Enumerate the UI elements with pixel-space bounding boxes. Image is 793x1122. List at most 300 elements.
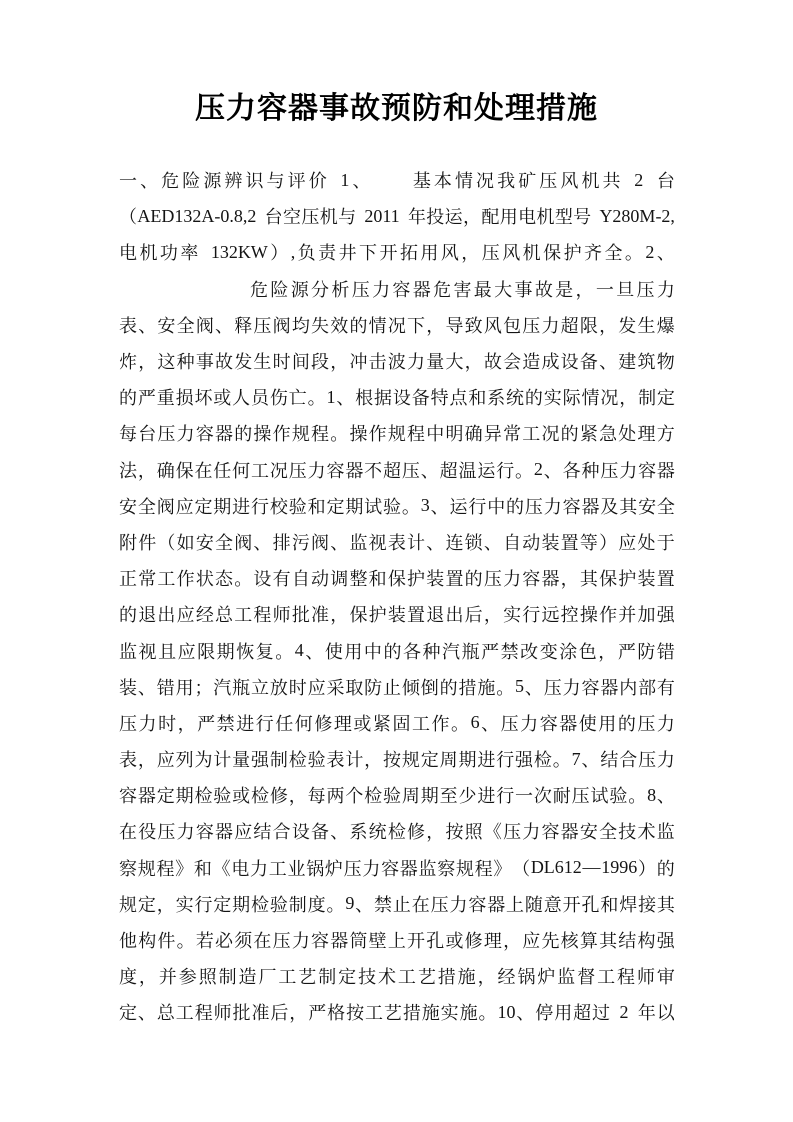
text-run: 明 — [445, 424, 464, 445]
text-run: 有 — [656, 677, 675, 698]
text-run: 压 — [301, 207, 320, 228]
text-run: 定 — [338, 967, 357, 988]
text-run: 容 — [326, 460, 345, 481]
text-run: 限 — [579, 315, 598, 336]
text-line — [119, 958, 675, 994]
text-run: 应 — [618, 532, 637, 553]
text-run: 瓶 — [461, 641, 480, 662]
text-run: 容 — [119, 786, 137, 807]
text-run: 、 — [543, 460, 562, 481]
text-run: 行 — [522, 605, 541, 626]
text-run: 与 — [266, 171, 285, 192]
text-run: （ — [157, 532, 176, 553]
text-run: 阀 — [272, 315, 291, 336]
text-run: ， — [560, 569, 579, 590]
text-run: 严 — [197, 713, 216, 734]
text-run: 。 — [478, 1003, 497, 1024]
text-run: 工 — [157, 569, 176, 590]
text-run: 程 — [407, 424, 426, 445]
text-run: 固 — [392, 713, 411, 734]
text-run: 与 — [338, 207, 357, 228]
text-run: 异 — [483, 424, 502, 445]
text-run: 电 — [518, 207, 537, 228]
text-run: 时 — [288, 677, 307, 698]
text-run: ） — [599, 532, 618, 553]
text-run: 保 — [175, 460, 194, 481]
text-run: 在 — [119, 822, 137, 843]
text-run: 后 — [270, 1003, 289, 1024]
text-run: 进 — [232, 496, 251, 517]
text-run: 工 — [268, 858, 287, 879]
text-run: 程 — [156, 858, 175, 879]
text-run: 的 — [656, 858, 675, 879]
text-run: 用 — [499, 207, 518, 228]
text-run: 禁 — [216, 713, 235, 734]
text-run: 采 — [326, 677, 345, 698]
text-run: 应 — [522, 931, 541, 952]
text-run: 修 — [314, 713, 333, 734]
text-run: 器 — [600, 677, 619, 698]
text-run: 定 — [326, 496, 345, 517]
text-run: ， — [156, 894, 175, 915]
text-run: 器 — [215, 822, 234, 843]
text-run: 定 — [119, 1003, 137, 1024]
text-run: 作 — [272, 424, 291, 445]
text-run: 析 — [331, 279, 350, 300]
text-run: 种 — [176, 352, 195, 373]
text-run: 超 — [383, 460, 402, 481]
text-run: 色 — [578, 641, 597, 662]
text-run: 术 — [377, 967, 396, 988]
text-run: , — [290, 241, 296, 262]
text-run: 按 — [383, 750, 402, 771]
text-run: 部 — [638, 677, 657, 698]
text-run: 压 — [401, 460, 420, 481]
text-run: 实 — [543, 388, 562, 409]
text-run: 2 — [634, 169, 644, 190]
text-run: 连 — [445, 532, 464, 553]
text-run: 设 — [560, 352, 579, 373]
text-run: 装 — [637, 569, 656, 590]
text-run: 以 — [656, 1003, 675, 1024]
text-run: 、 — [352, 171, 371, 192]
text-run: 压 — [636, 279, 655, 300]
text-run: 焊 — [619, 894, 638, 915]
text-run: 措 — [402, 1003, 421, 1024]
text-run: 视 — [138, 641, 157, 662]
text-line — [119, 886, 675, 922]
text-run: 中 — [426, 424, 445, 445]
text-run: 台 — [264, 207, 283, 228]
text-run: 应 — [234, 822, 253, 843]
text-run: 有 — [272, 569, 291, 590]
text-run: AED132A-0.8,2 — [137, 205, 257, 226]
text-run: ） — [637, 858, 656, 879]
text-run: 施 — [477, 677, 496, 698]
text-run: 控 — [560, 605, 579, 626]
text-run: 一 — [595, 279, 614, 300]
text-run: 意 — [543, 894, 562, 915]
text-run: 辨 — [224, 171, 243, 192]
text-run: 阀 — [156, 496, 175, 517]
text-run: 制 — [638, 388, 657, 409]
text-run: 、 — [215, 315, 234, 336]
text-run: 器 — [581, 496, 600, 517]
text-run: 汽 — [213, 677, 232, 698]
text-line — [119, 813, 675, 849]
text-run: 间 — [291, 352, 310, 373]
text-run: 规 — [137, 858, 156, 879]
text-run: 度 — [119, 967, 137, 988]
text-line — [119, 741, 675, 777]
text-run: 检 — [533, 750, 552, 771]
text-run: 事 — [514, 279, 533, 300]
text-run: 的 — [349, 315, 368, 336]
text-run: 少 — [458, 786, 477, 807]
text-run: 施 — [457, 967, 476, 988]
text-run: 器 — [560, 822, 579, 843]
text-run: 重 — [156, 388, 175, 409]
text-line — [119, 596, 675, 632]
text-run: 艺 — [417, 967, 436, 988]
text-run: 的 — [383, 641, 402, 662]
text-run: 实 — [503, 605, 522, 626]
text-run: 役 — [138, 822, 157, 843]
text-run: 和 — [600, 894, 619, 915]
text-run: 炸 — [119, 352, 137, 373]
text-run: 2 — [619, 1001, 629, 1022]
text-run: 发 — [618, 315, 637, 336]
text-run: 分 — [311, 279, 330, 300]
text-run: 施 — [421, 1003, 440, 1024]
text-run: 我 — [497, 171, 516, 192]
text-run: 大 — [445, 352, 464, 373]
text-line — [119, 271, 675, 307]
text-run: 风 — [502, 243, 521, 264]
text-run: 器 — [541, 569, 560, 590]
text-run: 用 — [598, 713, 617, 734]
text-run: ， — [177, 713, 196, 734]
text-run: 远 — [541, 605, 560, 626]
text-run: 紧 — [579, 424, 598, 445]
text-run: ， — [289, 1003, 308, 1024]
text-run: 锅 — [306, 858, 325, 879]
text-run: 致 — [464, 315, 483, 336]
text-run: 全 — [604, 243, 623, 264]
text-run: 电 — [119, 243, 137, 264]
text-run: 容 — [541, 822, 560, 843]
text-run: 理 — [333, 713, 352, 734]
text-run: 况 — [600, 388, 619, 409]
text-run: 时 — [272, 352, 291, 373]
text-run: 容 — [522, 569, 541, 590]
text-run: 功 — [159, 243, 178, 264]
text-run: 造 — [522, 352, 541, 373]
text-run: 建 — [618, 352, 637, 373]
text-run: 施 — [459, 1003, 478, 1024]
text-line — [119, 162, 675, 198]
text-run: 压 — [503, 822, 522, 843]
text-run: 、 — [516, 1003, 535, 1024]
text-run: 锅 — [517, 967, 536, 988]
text-run: 防 — [637, 641, 656, 662]
text-run: 期 — [175, 786, 194, 807]
text-run: 上 — [387, 931, 406, 952]
text-run: 置 — [560, 532, 579, 553]
text-run: 技 — [358, 967, 377, 988]
text-run: 督 — [577, 967, 596, 988]
text-run: 电 — [231, 858, 250, 879]
text-run: 业 — [287, 858, 306, 879]
text-run: 准 — [251, 1003, 270, 1024]
text-run: 全 — [656, 496, 675, 517]
text-line — [119, 524, 675, 560]
text-run: 筒 — [349, 931, 368, 952]
text-run: 机 — [581, 171, 600, 192]
text-run: DL612 — [530, 857, 582, 878]
text-run: 评 — [287, 171, 306, 192]
text-run: 容 — [581, 677, 600, 698]
text-run: 瓶 — [232, 677, 251, 698]
text-run: 或 — [213, 388, 232, 409]
text-run: 程 — [311, 424, 330, 445]
text-run: Y280M-2, — [599, 205, 675, 226]
text-run: 计 — [213, 750, 232, 771]
text-run: 、 — [330, 822, 349, 843]
text-run: 、 — [355, 894, 374, 915]
text-run: 监 — [557, 967, 576, 988]
text-run: 的 — [560, 424, 579, 445]
text-run: 危 — [433, 279, 452, 300]
text-run: ， — [599, 315, 618, 336]
text-run: 严 — [481, 641, 500, 662]
text-run: 。 — [624, 243, 643, 264]
text-run: 检 — [251, 786, 270, 807]
text-run: 力 — [541, 315, 560, 336]
text-run: 7 — [571, 748, 581, 769]
text-run: 或 — [232, 786, 251, 807]
text-run: 最 — [473, 279, 492, 300]
text-run: 机 — [319, 207, 338, 228]
text-run: ， — [330, 352, 349, 373]
text-run: ， — [575, 279, 594, 300]
text-run: 理 — [483, 931, 502, 952]
text-run: 察 — [119, 858, 137, 879]
text-run: 制 — [218, 967, 237, 988]
text-run: 严 — [137, 388, 156, 409]
text-run: 其 — [579, 569, 598, 590]
text-run: 生 — [253, 352, 272, 373]
text-run: ， — [288, 786, 307, 807]
text-run: 规 — [291, 424, 310, 445]
text-run: 。 — [176, 931, 195, 952]
text-run: 力 — [291, 931, 310, 952]
text-run: 用 — [175, 677, 194, 698]
text-run: 师 — [636, 967, 655, 988]
text-run: 作 — [368, 424, 387, 445]
text-run: 筑 — [637, 352, 656, 373]
text-run: 的 — [119, 605, 137, 626]
text-run: 于 — [656, 532, 675, 553]
text-run: 源 — [290, 279, 309, 300]
text-run: 时 — [158, 713, 177, 734]
text-run: 运 — [449, 496, 468, 517]
text-run: 一 — [515, 786, 534, 807]
text-run: ， — [330, 605, 349, 626]
text-run: 作 — [176, 569, 195, 590]
text-run: （ — [119, 207, 137, 228]
text-run: 行 — [468, 496, 487, 517]
text-line — [119, 922, 675, 958]
text-run: 期 — [458, 750, 477, 771]
text-run: 操 — [349, 424, 368, 445]
text-run: 超 — [439, 460, 458, 481]
text-line — [119, 705, 675, 741]
text-run: 程 — [474, 858, 493, 879]
text-run: 动 — [311, 569, 330, 590]
text-run: 行 — [251, 496, 270, 517]
text-run: 旦 — [616, 279, 635, 300]
text-run: 、 — [330, 532, 349, 553]
text-run: 源 — [203, 171, 222, 192]
text-run: 和 — [307, 496, 326, 517]
text-run: 在 — [411, 894, 430, 915]
text-run: 规 — [401, 750, 420, 771]
text-line — [119, 669, 675, 705]
text-run: 、 — [138, 315, 157, 336]
text-run: 何 — [232, 460, 251, 481]
text-run: 试 — [590, 786, 609, 807]
text-run: ， — [138, 352, 157, 373]
text-run: 是 — [555, 279, 574, 300]
text-run: 力 — [656, 750, 675, 771]
text-run: 温 — [458, 460, 477, 481]
text-run: 力 — [522, 822, 541, 843]
text-run: 并 — [618, 605, 637, 626]
text-run: 行 — [496, 460, 515, 481]
text-run: 《 — [483, 822, 502, 843]
text-run: 工 — [397, 967, 416, 988]
text-run: 应 — [176, 605, 195, 626]
text-run: 力 — [176, 424, 195, 445]
text-run: 情 — [368, 315, 387, 336]
text-run: 压 — [524, 496, 543, 517]
text-run: 其 — [619, 496, 638, 517]
text-run: 经 — [195, 605, 214, 626]
text-run: 际 — [562, 388, 581, 409]
text-run: 术 — [637, 822, 656, 843]
text-run: 置 — [656, 569, 675, 590]
text-run: 。 — [275, 641, 294, 662]
text-run: ， — [483, 605, 502, 626]
text-run: 必 — [215, 931, 234, 952]
text-run: 全 — [137, 496, 156, 517]
text-line — [119, 198, 675, 234]
text-run: 种 — [581, 460, 600, 481]
text-run: 。 — [307, 388, 326, 409]
text-run: 急 — [599, 424, 618, 445]
text-run: 涂 — [559, 641, 578, 662]
text-run: 强 — [251, 750, 270, 771]
text-run: 故 — [215, 352, 234, 373]
text-run: 强 — [656, 605, 675, 626]
text-run: 全 — [215, 532, 234, 553]
text-run: 他 — [119, 931, 137, 952]
text-run: 、 — [305, 641, 324, 662]
text-run: 上 — [506, 894, 525, 915]
text-run: 开 — [407, 931, 426, 952]
text-run: 停 — [535, 1003, 554, 1024]
text-run: 为 — [194, 750, 213, 771]
text-run: 价 — [308, 171, 327, 192]
text-run: 压 — [157, 822, 176, 843]
text-run: 力 — [656, 713, 675, 734]
text-run: 并 — [158, 967, 177, 988]
text-run: 大 — [494, 279, 513, 300]
text-run: 1 — [326, 386, 336, 407]
text-run: 工 — [175, 1003, 194, 1024]
text-run: 列 — [175, 750, 194, 771]
text-run: 耐 — [552, 786, 571, 807]
text-run: 止 — [392, 894, 411, 915]
text-run: 置 — [407, 605, 426, 626]
text-run: 年 — [407, 207, 426, 228]
text-run: 132KW — [210, 241, 268, 262]
text-run: 计 — [345, 750, 364, 771]
text-line — [119, 777, 675, 813]
text-run: （ — [512, 858, 531, 879]
text-run: 力 — [138, 713, 157, 734]
text-run: 空 — [282, 207, 301, 228]
text-run: 运 — [444, 207, 463, 228]
text-run: 各 — [402, 641, 421, 662]
text-run: 检 — [251, 894, 270, 915]
text-run: 力 — [562, 677, 581, 698]
text-run: 紧 — [372, 713, 391, 734]
text-run: 核 — [560, 931, 579, 952]
text-run: 、 — [481, 713, 500, 734]
text-run: ， — [463, 207, 482, 228]
text-run: 器 — [330, 931, 349, 952]
text-run: 容 — [539, 713, 558, 734]
text-run: 工 — [411, 713, 430, 734]
text-run: 艺 — [383, 1003, 402, 1024]
text-run: 风 — [560, 171, 579, 192]
text-run: 中 — [487, 496, 506, 517]
text-run: 1 — [340, 169, 350, 190]
text-run: 容 — [195, 822, 214, 843]
text-run: 操 — [579, 605, 598, 626]
text-run: 监 — [119, 641, 137, 662]
text-run: 故 — [534, 279, 553, 300]
text-run: 的 — [464, 569, 483, 590]
text-run: 调 — [330, 569, 349, 590]
text-run: 本 — [433, 171, 452, 192]
text-run: 周 — [439, 750, 458, 771]
text-run: 件 — [138, 532, 157, 553]
text-run: 和 — [368, 569, 387, 590]
text-run: 实 — [175, 894, 194, 915]
text-run: 禁 — [500, 641, 519, 662]
text-run: 年 — [637, 1003, 656, 1024]
text-run: 。 — [326, 894, 345, 915]
text-run: 效 — [330, 315, 349, 336]
text-run: 若 — [195, 931, 214, 952]
text-line — [119, 307, 675, 343]
text-run: 容 — [468, 894, 487, 915]
text-run: 法 — [119, 460, 137, 481]
text-run: 风 — [440, 243, 459, 264]
